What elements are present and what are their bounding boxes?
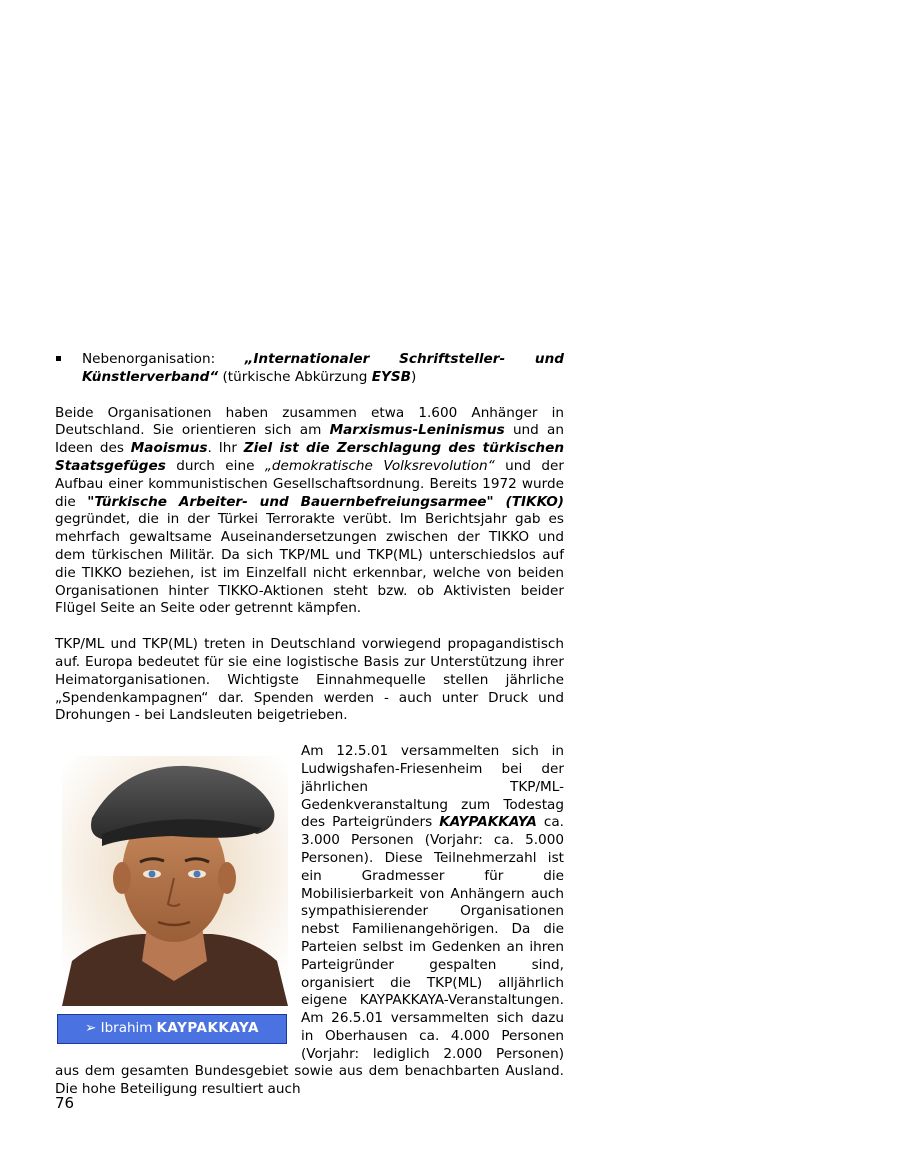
portrait-caption: ➢ Ibrahim KAYPAKKAYA [57, 1014, 287, 1044]
bullet-square-icon [56, 356, 61, 361]
paragraph-propaganda: TKP/ML und TKP(ML) treten in Deutschland vorwiegend propagandistisch auf. Europa bedeutet für sie eine logistische Basis zur Unterstützung ihrer Heimatorganisationen. Wichtigste Einnahmequelle stellen jährliche „Spendenkampagnen“ dar. Spenden werden - auch unter Druck und Drohungen - bei Landsleuten beigetrieben. [55, 636, 564, 724]
page-number: 76 [55, 1094, 75, 1112]
paragraph-organisations: Beide Organisationen haben zusammen etwa 1.600 Anhänger in Deutschland. Sie orientieren sich am Marxismus-Leninismus und an Ideen des Maoismus. Ihr Ziel ist die Zerschlagung des türkischen Staatsgefüges durch eine „demokratische Volksrevolution“ und der Aufbau einer kommunistischen Gesellschaftsordnung. Bereits 1972 wurde die "Türkische Arbeiter- und Bauernbefreiungsarmee" (TIKKO) gegründet, die in der Türkei Terrorakte verübt. Im Berichtsjahr gab es mehrfach gewaltsame Auseinandersetzungen zwischen der TIKKO und dem türkischen Militär. Da sich TKP/ML und TKP(ML) unterschiedslos auf die TIKKO beziehen, ist im Einzelfall nicht erkennbar, welche von beiden Organisationen hinter TIKKO-Aktionen steht bzw. ob Aktivisten beider Flügel Seite an Seite oder getrennt kämpfen. [55, 404, 565, 617]
org-name: „Internationaler Schriftsteller- und Künstlerverband“ [82, 351, 564, 385]
org-abbr: EYSB [371, 368, 412, 385]
arrow-icon: ➢ [85, 1020, 97, 1037]
portrait-figure [55, 748, 289, 1050]
paragraph-gedenkveranstaltung: Am 12.5.01 versammelten sich in Ludwigshafen-Friesenheim bei der jährlichen TKP/ML-Gedenkveranstaltung zum Todestag des Parteigründers KAYPAKKAYA ca. 3.000 Personen (Vorjahr: ca. 5.000 Personen). Diese Teilnehmerzahl ist ein Gradmesser für die Mobilisierbarkeit von Anhängern auch sympathisierender Organisationen nebst Familienangehörigen. Da die Parteien selbst im Gedenken an ihren Parteigründer gespalten sind, organisiert die TKP(ML) alljährlich eigene KAYPAKKAYA-Veranstaltungen. Am 26.5.01 versammelten sich dazu in Oberhausen ca. 4.000 Personen (Vorjahr: lediglich 2.000 Personen) aus dem gesamten Bundesgebiet sowie aus dem benachbarten Ausland. Die hohe Beteiligung resultiert auch [55, 743, 564, 1098]
bullet-item: Nebenorganisation: „Internationaler Schriftsteller- und Künstlerverband“ (türkische Abkürzung EYSB) [55, 351, 564, 387]
page-content [55, 351, 564, 1099]
portrait-photo [62, 756, 288, 1006]
